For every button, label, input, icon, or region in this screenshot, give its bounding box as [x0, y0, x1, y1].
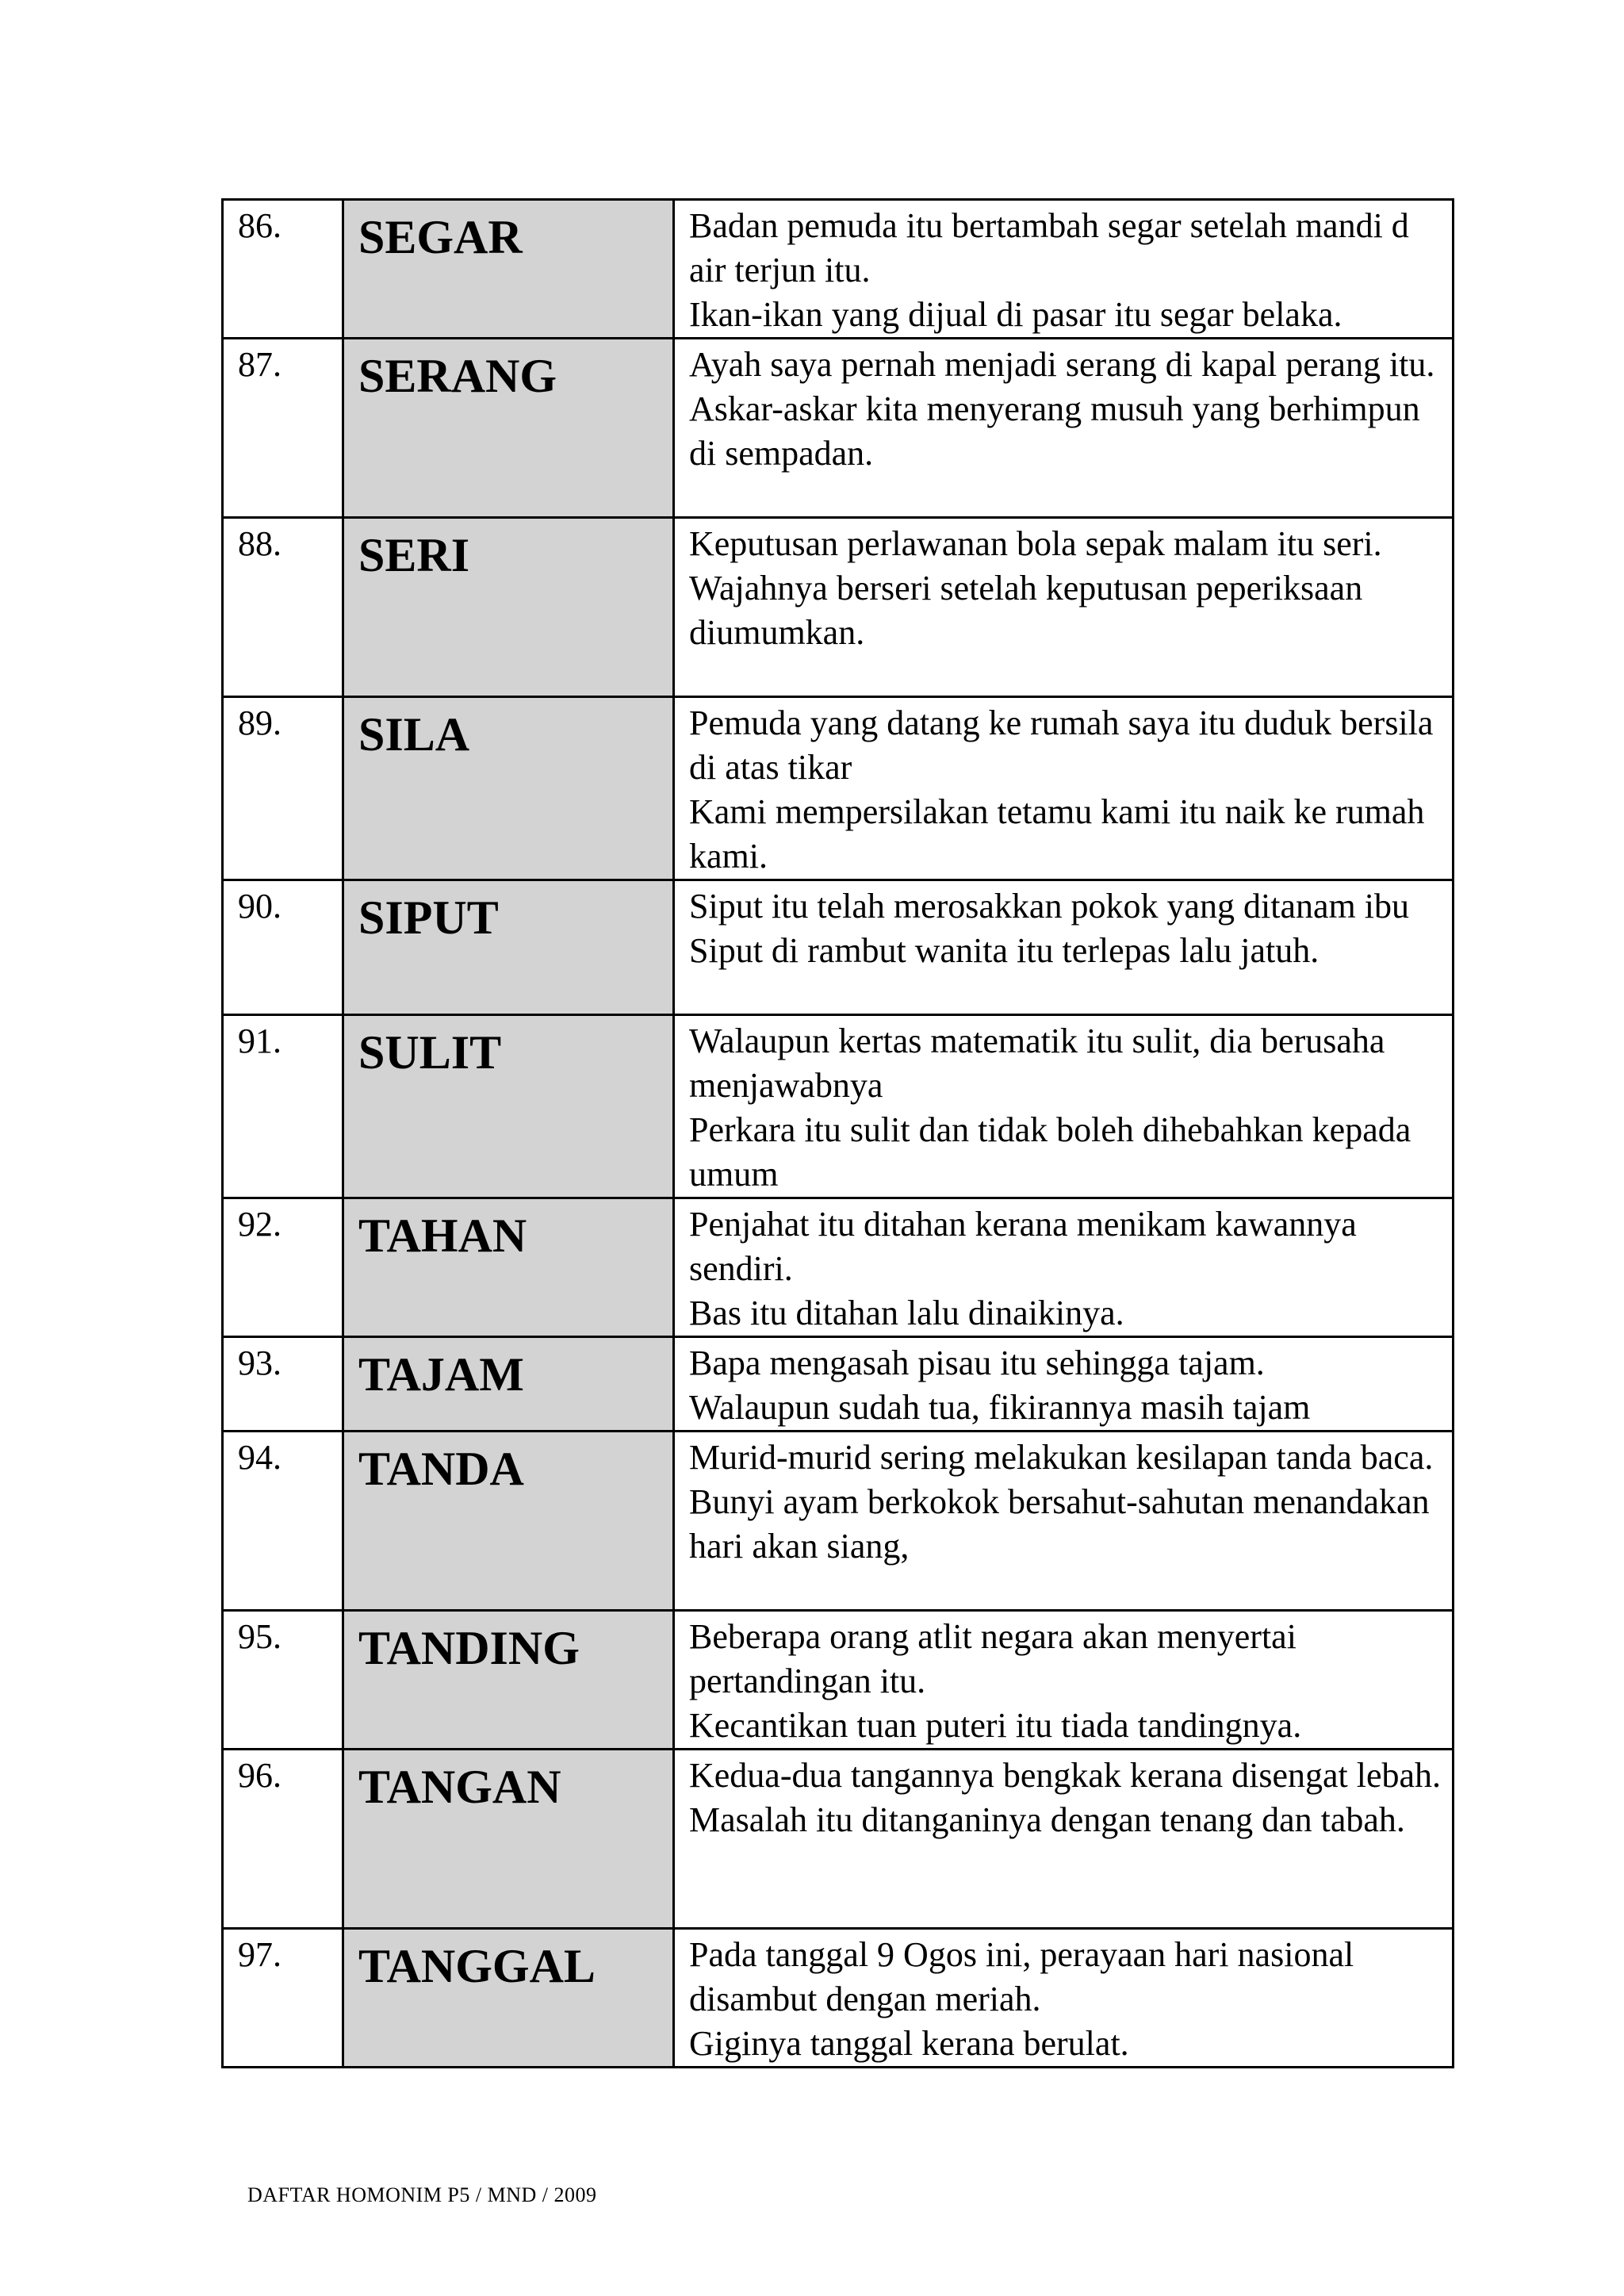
- example-sentences: [674, 1750, 1454, 1929]
- entry-number: 89.: [223, 697, 343, 880]
- entry-number: 86.: [223, 200, 343, 339]
- entry-number: 95.: [223, 1611, 343, 1750]
- table-row: [223, 1337, 1454, 1432]
- table-row: [223, 880, 1454, 1015]
- example-sentence: Pemuda yang datang ke rumah saya itu duduk bersila di atas tikar: [689, 703, 1434, 787]
- table-row: [223, 518, 1454, 697]
- entry-number: 88.: [223, 518, 343, 697]
- example-sentence: Penjahat itu ditahan kerana menikam kawannya sendiri.: [689, 1205, 1357, 1288]
- homonym-word: TANGAN: [343, 1750, 674, 1929]
- example-sentences: [674, 1432, 1454, 1611]
- example-sentence: Pada tanggal 9 Ogos ini, perayaan hari nasional disambut dengan meriah.: [689, 1935, 1354, 2018]
- example-sentences: [674, 1929, 1454, 2068]
- example-sentence: Askar-askar kita menyerang musuh yang berhimpun di sempadan.: [689, 389, 1420, 473]
- table-row: [223, 200, 1454, 339]
- table-body: [223, 200, 1454, 2068]
- example-sentence: Siput itu telah merosakkan pokok yang ditanam ibu: [689, 887, 1409, 926]
- homonym-word: TAJAM: [343, 1337, 674, 1432]
- homonym-table: [221, 198, 1454, 2068]
- entry-number: 91.: [223, 1015, 343, 1198]
- homonym-word: SIPUT: [343, 880, 674, 1015]
- example-sentence: Masalah itu ditanganinya dengan tenang dan tabah.: [689, 1800, 1405, 1839]
- homonym-word: SERANG: [343, 339, 674, 518]
- example-sentences: [674, 1611, 1454, 1750]
- homonym-word: SILA: [343, 697, 674, 880]
- homonym-word: TANGGAL: [343, 1929, 674, 2068]
- example-sentences: [674, 518, 1454, 697]
- example-sentence: Murid-murid sering melakukan kesilapan tanda baca.: [689, 1438, 1434, 1477]
- page-footer: DAFTAR HOMONIM P5 / MND / 2009: [247, 2183, 597, 2206]
- table-row: [223, 1015, 1454, 1198]
- example-sentences: [674, 697, 1454, 880]
- example-sentences: [674, 339, 1454, 518]
- example-sentence: Kedua-dua tangannya bengkak kerana disengat lebah.: [689, 1756, 1442, 1795]
- table-row: [223, 697, 1454, 880]
- homonym-word: SULIT: [343, 1015, 674, 1198]
- homonym-word: TAHAN: [343, 1198, 674, 1337]
- example-sentences: [674, 1337, 1454, 1432]
- table-row: [223, 1929, 1454, 2068]
- example-sentence: Ikan-ikan yang dijual di pasar itu segar belaka.: [689, 295, 1342, 334]
- table-row: [223, 1611, 1454, 1750]
- example-sentence: Beberapa orang atlit negara akan menyertai pertandingan itu.: [689, 1617, 1297, 1700]
- entry-number: 97.: [223, 1929, 343, 2068]
- homonym-word: SERI: [343, 518, 674, 697]
- example-sentence: Giginya tanggal kerana berulat.: [689, 2024, 1129, 2063]
- example-sentence: Ayah saya pernah menjadi serang di kapal perang itu.: [689, 345, 1435, 384]
- example-sentence: Keputusan perlawanan bola sepak malam itu seri.: [689, 524, 1382, 563]
- homonym-word: SEGAR: [343, 200, 674, 339]
- entry-number: 94.: [223, 1432, 343, 1611]
- example-sentence: Walaupun kertas matematik itu sulit, dia berusaha menjawabnya: [689, 1022, 1385, 1105]
- example-sentence: Perkara itu sulit dan tidak boleh dihebahkan kepada umum: [689, 1110, 1411, 1194]
- entry-number: 90.: [223, 880, 343, 1015]
- example-sentence: Bapa mengasah pisau itu sehingga tajam.: [689, 1343, 1265, 1382]
- example-sentence: Bas itu ditahan lalu dinaikinya.: [689, 1294, 1124, 1332]
- example-sentence: Walaupun sudah tua, fikirannya masih tajam: [689, 1388, 1311, 1427]
- example-sentence: Kecantikan tuan puteri itu tiada tandingnya.: [689, 1706, 1302, 1745]
- example-sentence: Siput di rambut wanita itu terlepas lalu jatuh.: [689, 931, 1320, 970]
- entry-number: 87.: [223, 339, 343, 518]
- homonym-word: TANDING: [343, 1611, 674, 1750]
- table-row: [223, 1432, 1454, 1611]
- entry-number: 96.: [223, 1750, 343, 1929]
- entry-number: 92.: [223, 1198, 343, 1337]
- example-sentence: Wajahnya berseri setelah keputusan peperiksaan diumumkan.: [689, 569, 1363, 652]
- example-sentences: [674, 1198, 1454, 1337]
- example-sentence: Bunyi ayam berkokok bersahut-sahutan menandakan hari akan siang,: [689, 1482, 1430, 1566]
- table-row: [223, 339, 1454, 518]
- example-sentences: [674, 1015, 1454, 1198]
- entry-number: 93.: [223, 1337, 343, 1432]
- example-sentences: [674, 880, 1454, 1015]
- homonym-word: TANDA: [343, 1432, 674, 1611]
- table-row: [223, 1198, 1454, 1337]
- table-row: [223, 1750, 1454, 1929]
- example-sentences: [674, 200, 1454, 339]
- example-sentence: Kami mempersilakan tetamu kami itu naik ke rumah kami.: [689, 792, 1425, 876]
- example-sentence: Badan pemuda itu bertambah segar setelah mandi d air terjun itu.: [689, 206, 1409, 289]
